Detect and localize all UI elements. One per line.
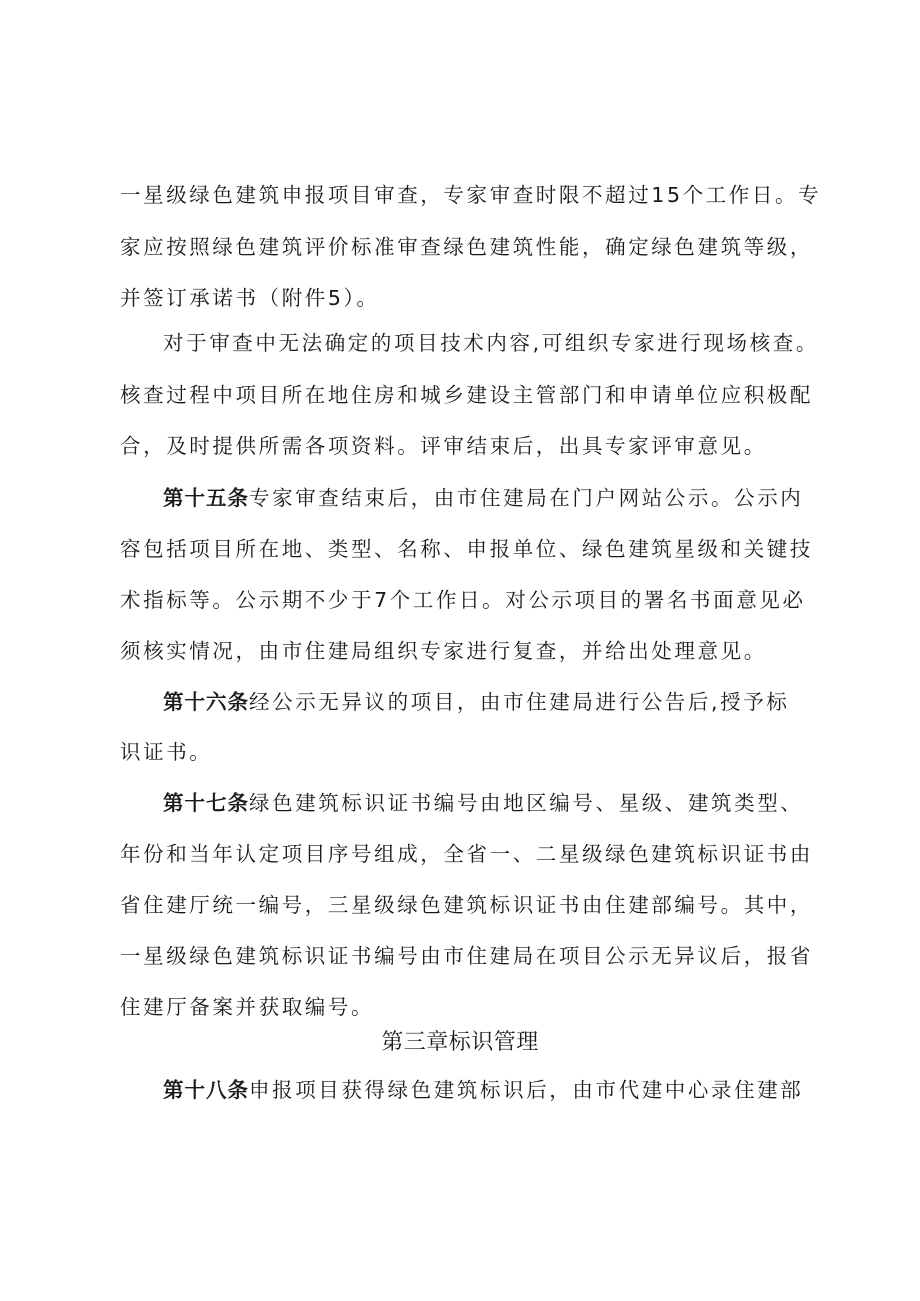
- article-line: [163, 788, 863, 818]
- paragraph-line: 并签订承诺书（附件5）。: [120, 286, 380, 310]
- article-text: 专家审查结束后，由市住建局在门户网站公示。公示内: [249, 486, 804, 510]
- paragraph-line: 家应按照绿色建筑评价标准审查绿色建筑性能，确定绿色建筑等级，: [120, 235, 813, 259]
- paragraph-line: 一星级绿色建筑标识证书编号由市住建局在项目公示无异议后，报省: [120, 944, 813, 968]
- paragraph-line: 省住建厅统一编号，三星级绿色建筑标识证书由住建部编号。其中，: [120, 893, 813, 917]
- article-text: 申报项目获得绿色建筑标识后，由市代建中心录住建部: [249, 1078, 804, 1102]
- article-line: [163, 483, 863, 513]
- article-number: 第十六条: [163, 690, 249, 714]
- paragraph-line: 术指标等。公示期不少于7个工作日。对公示项目的署名书面意见必: [120, 588, 806, 612]
- article-number: 第十五条: [163, 486, 249, 510]
- paragraph-line: 合，及时提供所需各项资料。评审结束后，出具专家评审意见。: [120, 434, 767, 458]
- article-text: 经公示无异议的项目，由市住建局进行公告后,授予标: [249, 690, 790, 714]
- paragraph-line: 一星级绿色建筑申报项目审查，专家审查时限不超过15个工作日。专: [120, 183, 822, 207]
- article-number: 第十八条: [163, 1078, 249, 1102]
- paragraph-line: 住建厅备案并获取编号。: [120, 995, 375, 1019]
- paragraph-line: 容包括项目所在地、类型、名称、申报单位、绿色建筑星级和关键技: [120, 537, 813, 561]
- paragraph-line: 识证书。: [120, 740, 213, 764]
- paragraph-line: 核查过程中项目所在地住房和城乡建设主管部门和申请单位应积极配: [120, 383, 813, 407]
- chapter-heading: 第三章标识管理: [381, 1030, 539, 1055]
- paragraph-line: 年份和当年认定项目序号组成，全省一、二星级绿色建筑标识证书由: [120, 842, 813, 866]
- article-text: 绿色建筑标识证书编号由地区编号、星级、建筑类型、: [249, 791, 804, 815]
- article-line: [163, 687, 863, 717]
- article-number: 第十七条: [163, 791, 249, 815]
- article-line: [163, 1075, 863, 1105]
- paragraph-line: 对于审查中无法确定的项目技术内容,可组织专家进行现场核查。: [163, 331, 819, 355]
- paragraph-line: 须核实情况，由市住建局组织专家进行复查，并给出处理意见。: [120, 639, 767, 663]
